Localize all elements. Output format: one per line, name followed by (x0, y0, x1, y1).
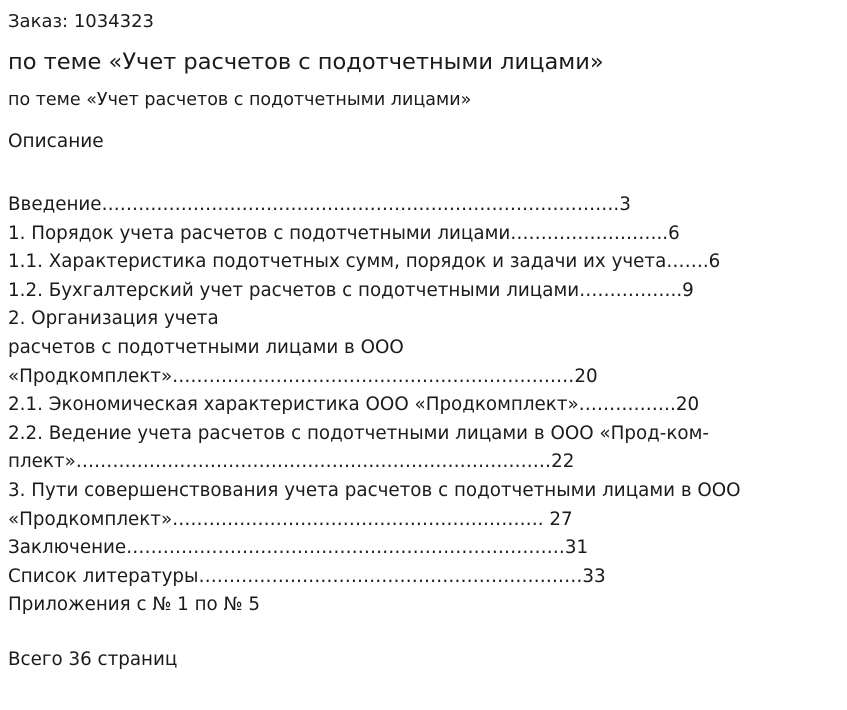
toc-line: Заключение………………………………………………………………31 (8, 537, 589, 559)
toc-line: 2.1. Экономическая характеристика ООО «Продкомплект»…………….20 (8, 394, 700, 416)
toc-line: «Продкомплект»…………………………………………………………20 (8, 365, 598, 387)
toc-line: плект»……………………………………………………………………22 (8, 451, 575, 473)
description-heading: Описание (8, 131, 104, 152)
toc-line: «Продкомплект»……………………………………………………. 27 (8, 508, 573, 530)
toc-line: 1. Порядок учета расчетов с подотчетными лицами……………………..6 (8, 222, 680, 244)
document-subtitle: по теме «Учет расчетов с подотчетными лицами» (8, 90, 472, 110)
toc-line: Введение………………………………………………………………………….3 (8, 194, 631, 215)
order-number: Заказ: 1034323 (8, 11, 154, 32)
toc-line: Приложения с № 1 по № 5 (8, 594, 260, 616)
total-pages: Всего 36 страниц (8, 649, 178, 670)
toc-line: 3. Пути совершенствования учета расчетов с подотчетными лицами в ООО (8, 479, 741, 501)
toc-line: расчетов с подотчетными лицами в ООО (8, 336, 404, 358)
table-of-contents (8, 191, 741, 620)
toc-line: 1.1. Характеристика подотчетных сумм, порядок и задачи их учета…….6 (8, 251, 721, 273)
toc-line: 1.2. Бухгалтерский учет расчетов с подотчетными лицами……………..9 (8, 279, 694, 301)
toc-line: Список литературы………………………………………………………33 (8, 565, 606, 587)
toc-line: 2.2. Ведение учета расчетов с подотчетными лицами в ООО «Прод-ком- (8, 422, 709, 444)
toc-line: 2. Организация учета (8, 308, 219, 330)
document-title: по теме «Учет расчетов с подотчетными лицами» (8, 49, 604, 75)
